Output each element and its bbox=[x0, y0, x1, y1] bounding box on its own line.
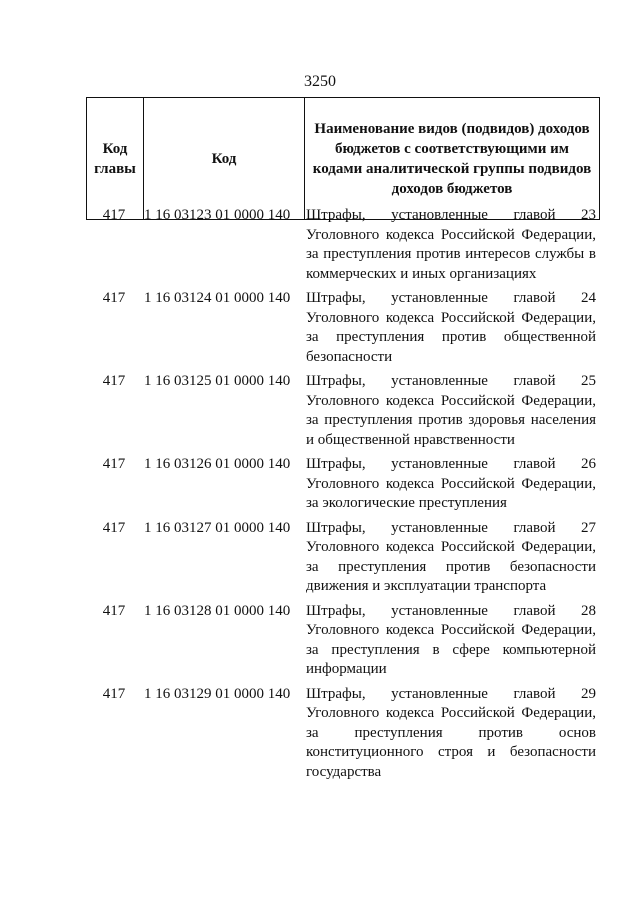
cell-description: Штрафы, установленные главой 25 Уголовного кодекса Российской Федерации, за преступления против здоровья населения и общественной нравственности bbox=[306, 373, 596, 448]
table-row bbox=[86, 372, 600, 450]
page-number: 3250 bbox=[304, 73, 336, 90]
cell-glava: 417 bbox=[102, 602, 126, 619]
cell-code: 1 16 03126 01 0000 140 bbox=[144, 456, 291, 472]
header-naimenovanie: Наименование видов (подвидов) доходов бюджетов с соответствующими им кодами аналитической группы подвидов доходов бюджетов bbox=[305, 98, 600, 220]
cell-code: 1 16 03123 01 0000 140 bbox=[144, 207, 291, 223]
table-body bbox=[86, 206, 600, 787]
cell-glava: 417 bbox=[102, 456, 126, 472]
cell-glava: 417 bbox=[102, 290, 126, 306]
table-row bbox=[86, 206, 600, 284]
cell-code: 1 16 03128 01 0000 140 bbox=[144, 602, 291, 619]
cell-description: Штрафы, установленные главой 23 Уголовного кодекса Российской Федерации, за преступления против интересов службы в коммерческих и иных организациях bbox=[306, 207, 596, 282]
cell-glava: 417 bbox=[102, 207, 126, 223]
table-row bbox=[86, 289, 600, 367]
header-kod-glavy: Код главы bbox=[87, 98, 144, 220]
table-header bbox=[86, 97, 600, 220]
cell-description: Штрафы, установленные главой 26 Уголовного кодекса Российской Федерации, за экологические преступления bbox=[306, 456, 596, 511]
cell-glava: 417 bbox=[102, 519, 126, 536]
cell-glava: 417 bbox=[102, 685, 126, 702]
header-kod: Код bbox=[144, 98, 305, 220]
table-row bbox=[86, 519, 600, 597]
cell-glava: 417 bbox=[102, 373, 126, 389]
cell-code: 1 16 03129 01 0000 140 bbox=[144, 685, 291, 702]
cell-description: Штрафы, установленные главой 27 Уголовного кодекса Российской Федерации, за преступления против безопасности движения и эксплуатации транспорта bbox=[306, 519, 596, 594]
cell-description: Штрафы, установленные главой 24 Уголовного кодекса Российской Федерации, за преступления против общественной безопасности bbox=[306, 290, 596, 365]
cell-code: 1 16 03124 01 0000 140 bbox=[144, 290, 291, 306]
table-row bbox=[86, 685, 600, 783]
cell-code: 1 16 03127 01 0000 140 bbox=[144, 519, 291, 536]
cell-description: Штрафы, установленные главой 28 Уголовного кодекса Российской Федерации, за преступления в сфере компьютерной информации bbox=[306, 602, 596, 677]
table-row bbox=[86, 455, 600, 514]
cell-description: Штрафы, установленные главой 29 Уголовного кодекса Российской Федерации, за преступления против основ конституционного строя и безопасности государства bbox=[306, 685, 596, 780]
table-row bbox=[86, 602, 600, 680]
cell-code: 1 16 03125 01 0000 140 bbox=[144, 373, 291, 389]
